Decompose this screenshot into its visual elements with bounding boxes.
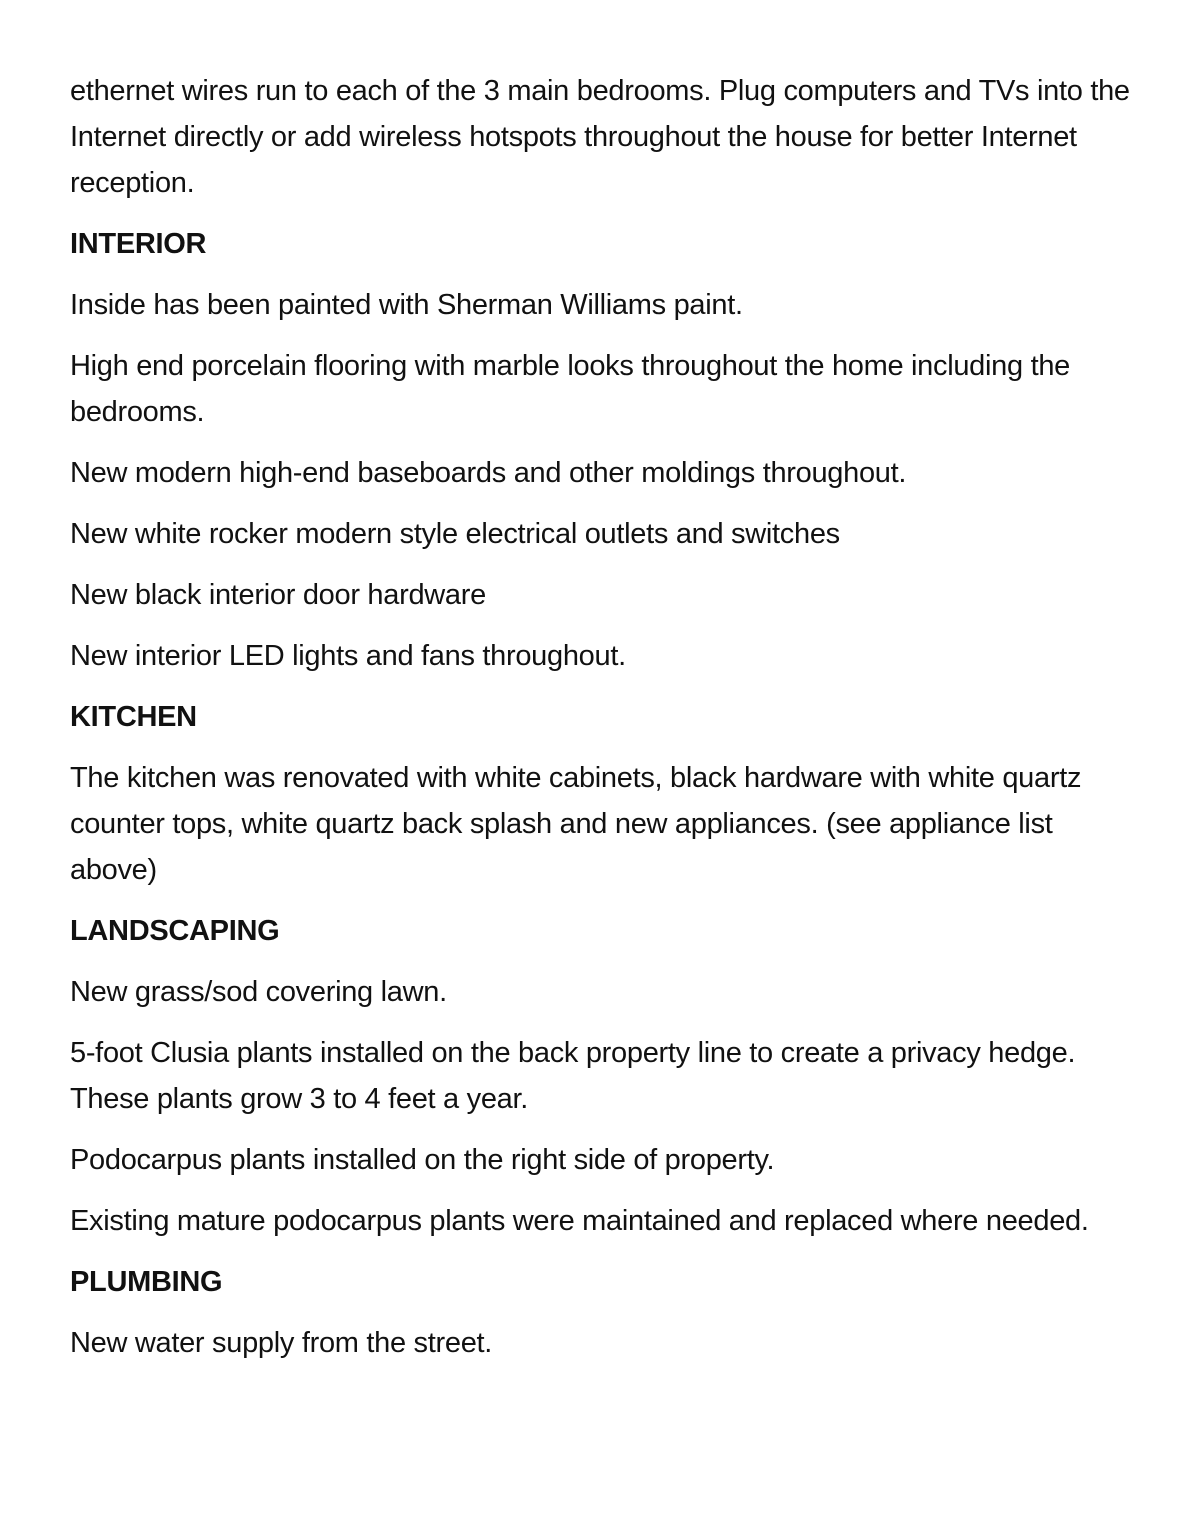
section-heading: PLUMBING — [70, 1266, 223, 1298]
paragraph: New black interior door hardware — [70, 579, 486, 611]
section-kitchen — [70, 694, 1130, 893]
paragraph: Podocarpus plants installed on the right side of property. — [70, 1144, 775, 1176]
paragraph: High end porcelain flooring with marble looks throughout the home including the bedrooms. — [70, 350, 1070, 428]
document-page — [70, 68, 1130, 1381]
section-heading: INTERIOR — [70, 228, 207, 260]
section-heading: KITCHEN — [70, 701, 197, 733]
section-heading: LANDSCAPING — [70, 915, 280, 947]
paragraph: New water supply from the street. — [70, 1327, 493, 1359]
paragraph: Inside has been painted with Sherman Williams paint. — [70, 289, 743, 321]
paragraph: New white rocker modern style electrical outlets and switches — [70, 518, 840, 550]
paragraph: The kitchen was renovated with white cabinets, black hardware with white quartz counter tops, white quartz back splash and new appliances. (see appliance list above) — [70, 762, 1082, 886]
paragraph: Existing mature podocarpus plants were maintained and replaced where needed. — [70, 1205, 1089, 1237]
section-interior — [70, 221, 1130, 679]
paragraph: New modern high-end baseboards and other moldings throughout. — [70, 457, 907, 489]
paragraph: New interior LED lights and fans throughout. — [70, 640, 626, 672]
paragraph: New grass/sod covering lawn. — [70, 976, 447, 1008]
section-plumbing — [70, 1259, 1130, 1366]
intro-paragraph: ethernet wires run to each of the 3 main bedrooms. Plug computers and TVs into the Internet directly or add wireless hotspots throughout the house for better Internet reception. — [70, 75, 1130, 199]
section-landscaping — [70, 908, 1130, 1244]
paragraph: 5-foot Clusia plants installed on the back property line to create a privacy hedge. These plants grow 3 to 4 feet a year. — [70, 1037, 1076, 1115]
